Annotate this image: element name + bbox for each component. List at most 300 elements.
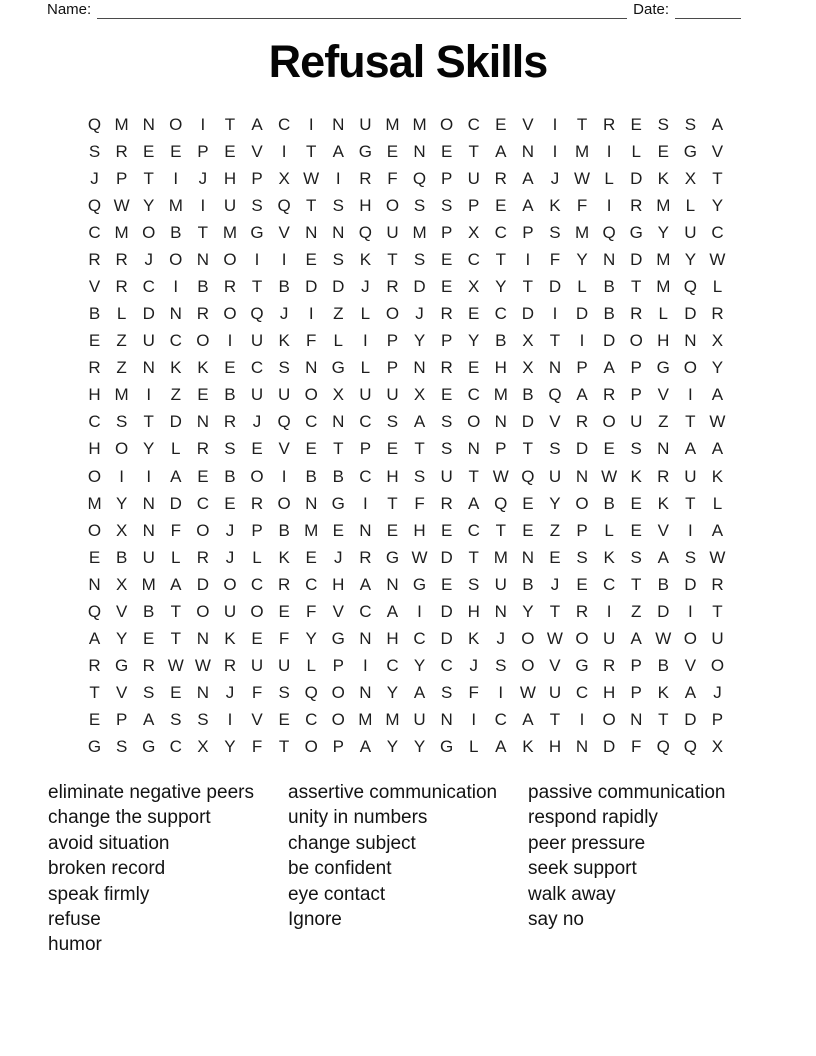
grid-letter: S xyxy=(413,195,426,215)
grid-letter: Y xyxy=(413,656,426,676)
grid-letter: U xyxy=(602,629,616,649)
grid-letter: F xyxy=(549,249,561,269)
grid-letter: A xyxy=(711,385,724,405)
grid-letter: B xyxy=(657,574,669,594)
grid-letter: S xyxy=(115,412,128,432)
grid-row xyxy=(81,219,731,246)
grid-letter: E xyxy=(522,520,534,540)
grid-letter: S xyxy=(657,114,669,134)
grid-letter: T xyxy=(387,249,398,269)
grid-letter: O xyxy=(521,656,535,676)
grid-letter: B xyxy=(522,574,534,594)
grid-letter: E xyxy=(440,520,453,540)
grid-letter: E xyxy=(170,683,182,703)
grid-letter: C xyxy=(196,493,209,513)
grid-letter: G xyxy=(142,737,156,757)
header-row xyxy=(47,0,741,20)
grid-letter: I xyxy=(200,195,206,215)
grid-row xyxy=(81,598,731,625)
grid-letter: R xyxy=(115,249,128,269)
grid-letter: J xyxy=(713,683,722,703)
grid-letter: G xyxy=(331,493,345,513)
grid-letter: T xyxy=(549,331,561,351)
grid-letter: F xyxy=(387,168,398,188)
grid-letter: T xyxy=(495,520,506,540)
page-title: Refusal Skills xyxy=(268,36,548,87)
grid-letter: E xyxy=(630,493,642,513)
grid-letter: A xyxy=(522,710,534,730)
grid-letter: S xyxy=(278,683,290,703)
grid-letter: Z xyxy=(170,385,181,405)
grid-letter: O xyxy=(277,493,291,513)
grid-letter: C xyxy=(359,601,372,621)
grid-letter: A xyxy=(88,629,101,649)
grid-letter: Y xyxy=(115,629,128,649)
grid-letter: F xyxy=(170,520,181,540)
grid-letter: T xyxy=(197,222,209,242)
grid-letter: S xyxy=(251,195,263,215)
grid-letter: J xyxy=(90,168,99,188)
grid-letter: E xyxy=(251,439,263,459)
grid-letter: B xyxy=(115,547,128,567)
grid-letter: R xyxy=(196,439,209,459)
grid-letter: Q xyxy=(277,412,291,432)
grid-letter: Z xyxy=(631,601,642,621)
grid-letter: A xyxy=(413,683,426,703)
grid-letter: Y xyxy=(305,629,317,649)
word-list-item: broken record xyxy=(48,858,166,880)
grid-letter: C xyxy=(250,574,264,594)
grid-letter: G xyxy=(385,547,400,567)
grid-letter: Q xyxy=(494,493,508,513)
grid-letter: S xyxy=(684,547,697,567)
grid-letter: P xyxy=(440,331,453,351)
grid-letter: P xyxy=(711,710,724,730)
grid-letter: A xyxy=(711,114,724,134)
grid-letter: I xyxy=(227,710,233,730)
grid-letter: Y xyxy=(413,331,426,351)
grid-letter: N xyxy=(684,331,697,351)
grid-letter: A xyxy=(170,574,182,594)
grid-letter: P xyxy=(630,656,642,676)
grid-letter: Y xyxy=(468,331,480,351)
grid-letter: D xyxy=(684,710,697,730)
grid-letter: S xyxy=(630,547,642,567)
grid-letter: P xyxy=(630,683,642,703)
grid-letter: A xyxy=(495,737,507,757)
grid-letter: J xyxy=(415,304,424,324)
grid-letter: O xyxy=(385,195,400,215)
grid-letter: P xyxy=(386,358,399,378)
grid-letter: Q xyxy=(656,737,670,757)
grid-letter: T xyxy=(685,412,696,432)
grid-letter: X xyxy=(413,385,426,405)
grid-letter: O xyxy=(602,710,616,730)
grid-letter: I xyxy=(606,601,612,621)
grid-letter: P xyxy=(386,331,399,351)
grid-letter: N xyxy=(548,358,562,378)
grid-letter: T xyxy=(631,277,642,296)
grid-letter: S xyxy=(170,710,182,730)
grid-letter: M xyxy=(114,114,129,134)
grid-letter: L xyxy=(712,493,723,513)
grid-letter: F xyxy=(251,683,263,703)
grid-letter: V xyxy=(522,114,534,134)
grid-letter: T xyxy=(576,114,588,134)
grid-letter: R xyxy=(602,385,616,405)
grid-letter: D xyxy=(575,304,589,324)
grid-letter: G xyxy=(683,141,697,161)
grid-letter: O xyxy=(250,601,264,621)
grid-letter: O xyxy=(602,412,616,432)
grid-row xyxy=(81,111,731,138)
grid-letter: Y xyxy=(143,195,155,215)
word-list-item: change the support xyxy=(48,807,211,829)
grid-letter: B xyxy=(657,656,669,676)
grid-letter: U xyxy=(142,331,155,351)
grid-letter: C xyxy=(494,304,507,324)
grid-letter: Y xyxy=(711,358,724,378)
grid-letter: D xyxy=(440,547,453,567)
grid-letter: J xyxy=(279,304,289,324)
grid-letter: W xyxy=(709,547,726,567)
grid-letter: P xyxy=(251,520,263,540)
grid-letter: Y xyxy=(115,493,128,513)
grid-letter: L xyxy=(604,168,614,188)
grid-letter: T xyxy=(251,277,263,296)
grid-letter: E xyxy=(278,601,290,621)
grid-letter: K xyxy=(522,737,534,757)
grid-letter: Y xyxy=(711,195,724,215)
grid-letter: Y xyxy=(657,222,669,242)
grid-letter: E xyxy=(224,358,236,378)
grid-letter: A xyxy=(170,466,182,486)
grid-letter: R xyxy=(250,493,264,513)
grid-letter: M xyxy=(385,710,400,730)
grid-letter: R xyxy=(630,195,643,215)
grid-letter: T xyxy=(522,439,534,459)
grid-letter: G xyxy=(331,629,345,649)
grid-letter: W xyxy=(546,629,563,649)
grid-letter: W xyxy=(194,656,211,676)
grid-letter: W xyxy=(113,195,130,215)
grid-letter: N xyxy=(602,249,616,269)
grid-letter: E xyxy=(224,141,236,161)
grid-letter: O xyxy=(196,520,210,540)
grid-letter: C xyxy=(359,412,372,432)
grid-letter: Y xyxy=(684,249,697,269)
word-list-item: refuse xyxy=(48,909,101,931)
grid-letter: C xyxy=(711,222,724,242)
grid-letter: E xyxy=(440,574,453,594)
grid-letter: E xyxy=(170,141,182,161)
grid-letter: Z xyxy=(658,412,669,432)
grid-letter: P xyxy=(359,439,372,459)
grid-letter: C xyxy=(169,331,182,351)
grid-letter: V xyxy=(278,439,290,459)
grid-letter: O xyxy=(169,249,183,269)
grid-letter: B xyxy=(332,466,344,486)
grid-letter: P xyxy=(197,141,209,161)
grid-letter: D xyxy=(575,439,589,459)
grid-letter: T xyxy=(89,683,100,703)
grid-letter: X xyxy=(115,520,128,540)
grid-letter: I xyxy=(281,141,287,161)
grid-letter: U xyxy=(277,385,291,405)
grid-letter: A xyxy=(359,574,372,594)
grid-letter: T xyxy=(306,141,317,161)
grid-letter: E xyxy=(495,114,507,134)
grid-letter: U xyxy=(630,412,643,432)
grid-letter: X xyxy=(711,331,724,351)
grid-letter: N xyxy=(332,114,345,134)
grid-letter: P xyxy=(522,222,534,242)
grid-letter: O xyxy=(331,710,345,730)
grid-letter: I xyxy=(688,601,693,621)
grid-letter: P xyxy=(115,710,128,730)
grid-letter: F xyxy=(251,737,263,757)
word-list-column xyxy=(528,780,768,958)
grid-letter: W xyxy=(303,168,320,188)
grid-letter: X xyxy=(684,168,697,188)
grid-letter: S xyxy=(549,222,561,242)
grid-letter: W xyxy=(709,249,726,269)
grid-letter: T xyxy=(224,114,236,134)
grid-letter: E xyxy=(305,547,317,567)
grid-letter: Z xyxy=(333,304,344,324)
grid-letter: B xyxy=(143,601,155,621)
grid-letter: N xyxy=(440,710,453,730)
grid-letter: O xyxy=(223,574,237,594)
grid-letter: W xyxy=(492,466,509,486)
grid-letter: E xyxy=(495,195,507,215)
grid-letter: N xyxy=(142,114,155,134)
grid-letter: R xyxy=(386,277,399,296)
grid-letter: E xyxy=(630,520,642,540)
grid-letter: U xyxy=(440,466,453,486)
grid-letter: C xyxy=(467,385,480,405)
grid-letter: E xyxy=(143,141,155,161)
grid-letter: A xyxy=(143,710,155,730)
grid-row xyxy=(81,436,731,463)
grid-letter: N xyxy=(359,683,372,703)
word-list-item: speak firmly xyxy=(48,883,150,905)
grid-letter: J xyxy=(469,656,478,676)
grid-letter: U xyxy=(223,195,237,215)
grid-letter: D xyxy=(169,493,182,513)
grid-letter: X xyxy=(197,737,209,757)
grid-row xyxy=(81,680,731,707)
grid-letter: D xyxy=(413,277,426,296)
grid-letter: J xyxy=(198,168,208,188)
grid-letter: U xyxy=(142,547,155,567)
grid-letter: L xyxy=(468,737,479,757)
grid-letter: U xyxy=(277,656,291,676)
grid-letter: Q xyxy=(602,222,616,242)
grid-letter: H xyxy=(548,737,562,757)
grid-letter: W xyxy=(601,466,618,486)
grid-letter: C xyxy=(467,114,480,134)
word-list-item: Ignore xyxy=(288,909,342,931)
grid-letter: O xyxy=(575,629,589,649)
grid-letter: R xyxy=(142,656,155,676)
grid-letter: T xyxy=(468,547,479,567)
grid-letter: K xyxy=(657,683,669,703)
grid-letter: C xyxy=(386,656,399,676)
grid-letter: E xyxy=(224,493,236,513)
grid-letter: S xyxy=(684,114,697,134)
grid-letter: O xyxy=(304,737,318,757)
grid-letter: S xyxy=(495,656,507,676)
grid-letter: I xyxy=(227,331,233,351)
grid-letter: E xyxy=(88,710,101,730)
grid-row xyxy=(81,301,731,328)
grid-letter: O xyxy=(683,358,697,378)
grid-letter: H xyxy=(386,466,399,486)
grid-letter: W xyxy=(167,656,184,676)
grid-letter: T xyxy=(333,439,344,459)
grid-row xyxy=(81,544,731,571)
grid-letter: N xyxy=(630,710,643,730)
grid-letter: L xyxy=(604,520,614,540)
word-list-item: humor xyxy=(48,934,102,956)
grid-letter: I xyxy=(281,466,287,486)
grid-letter: N xyxy=(494,601,507,621)
grid-letter: M xyxy=(574,141,590,161)
grid-row xyxy=(81,490,731,517)
grid-letter: M xyxy=(87,493,102,513)
grid-letter: P xyxy=(440,222,453,242)
grid-letter: M xyxy=(493,385,508,405)
grid-letter: O xyxy=(521,629,535,649)
grid-letter: T xyxy=(414,439,425,459)
grid-letter: H xyxy=(413,520,426,540)
grid-letter: S xyxy=(88,141,101,161)
grid-letter: K xyxy=(630,466,642,486)
grid-letter: J xyxy=(252,412,262,432)
grid-letter: E xyxy=(386,439,399,459)
grid-letter: I xyxy=(552,304,558,324)
grid-letter: R xyxy=(602,114,616,134)
grid-letter: R xyxy=(196,547,209,567)
grid-letter: Q xyxy=(548,385,562,405)
grid-letter: O xyxy=(87,466,102,486)
grid-letter: C xyxy=(305,574,318,594)
grid-letter: N xyxy=(413,358,426,378)
grid-letter: Q xyxy=(250,304,264,324)
grid-letter: E xyxy=(197,385,209,405)
grid-letter: J xyxy=(334,547,343,567)
grid-letter: E xyxy=(440,385,453,405)
name-fill-line xyxy=(97,1,627,19)
grid-letter: N xyxy=(88,574,101,594)
grid-letter: D xyxy=(521,304,534,324)
grid-letter: P xyxy=(115,168,128,188)
grid-letter: W xyxy=(655,629,672,649)
grid-letter: S xyxy=(440,439,453,459)
grid-letter: A xyxy=(251,114,263,134)
grid-letter: I xyxy=(363,493,368,513)
grid-letter: A xyxy=(711,439,724,459)
grid-letter: Y xyxy=(413,737,426,757)
grid-letter: L xyxy=(658,304,669,324)
grid-letter: R xyxy=(440,358,453,378)
grid-letter: M xyxy=(412,114,427,134)
grid-letter: L xyxy=(577,277,587,296)
grid-letter: W xyxy=(519,683,536,703)
date-label: Date: xyxy=(633,1,669,18)
grid-letter: K xyxy=(278,331,290,351)
grid-letter: T xyxy=(170,629,181,649)
grid-letter: S xyxy=(413,249,426,269)
grid-letter: Q xyxy=(87,195,102,215)
grid-letter: A xyxy=(684,439,697,459)
grid-letter: K xyxy=(603,547,615,567)
grid-letter: B xyxy=(278,520,290,540)
grid-letter: U xyxy=(359,114,372,134)
grid-letter: N xyxy=(196,629,209,649)
grid-letter: R xyxy=(630,304,643,324)
grid-letter: R xyxy=(88,358,101,378)
grid-letter: E xyxy=(386,141,399,161)
grid-letter: O xyxy=(683,629,697,649)
grid-letter: V xyxy=(115,683,128,703)
grid-letter: C xyxy=(494,710,507,730)
grid-letter: M xyxy=(168,195,183,215)
grid-letter: B xyxy=(603,304,615,324)
grid-letter: D xyxy=(602,737,616,757)
grid-letter: N xyxy=(142,520,155,540)
grid-letter: B xyxy=(522,385,534,405)
grid-letter: T xyxy=(712,601,723,621)
grid-letter: L xyxy=(171,547,181,567)
grid-letter: I xyxy=(200,114,206,134)
grid-letter: E xyxy=(440,141,453,161)
grid-letter: I xyxy=(688,520,693,540)
grid-letter: X xyxy=(468,277,480,296)
grid-letter: U xyxy=(386,385,399,405)
grid-letter: C xyxy=(169,737,182,757)
grid-letter: L xyxy=(685,195,696,215)
grid-letter: E xyxy=(88,547,101,567)
word-search-grid xyxy=(81,111,731,761)
grid-row xyxy=(81,653,731,680)
grid-letter: S xyxy=(576,547,588,567)
grid-letter: Q xyxy=(358,222,372,242)
grid-letter: Q xyxy=(683,737,697,757)
grid-letter: E xyxy=(630,114,642,134)
grid-letter: R xyxy=(575,601,589,621)
grid-letter: E xyxy=(197,466,209,486)
grid-letter: E xyxy=(88,331,101,351)
word-list-item: walk away xyxy=(528,883,616,905)
grid-letter: F xyxy=(278,629,290,649)
grid-letter: Z xyxy=(116,358,127,378)
grid-letter: O xyxy=(87,520,102,540)
grid-letter: T xyxy=(549,601,561,621)
grid-letter: I xyxy=(606,195,612,215)
grid-row xyxy=(81,273,731,300)
grid-letter: X xyxy=(115,574,128,594)
grid-letter: L xyxy=(333,331,344,351)
grid-letter: A xyxy=(603,358,615,378)
grid-letter: I xyxy=(471,710,477,730)
grid-letter: M xyxy=(656,277,671,296)
grid-letter: L xyxy=(306,656,316,676)
grid-letter: I xyxy=(335,168,341,188)
grid-letter: M xyxy=(493,547,508,567)
grid-row xyxy=(81,707,731,734)
